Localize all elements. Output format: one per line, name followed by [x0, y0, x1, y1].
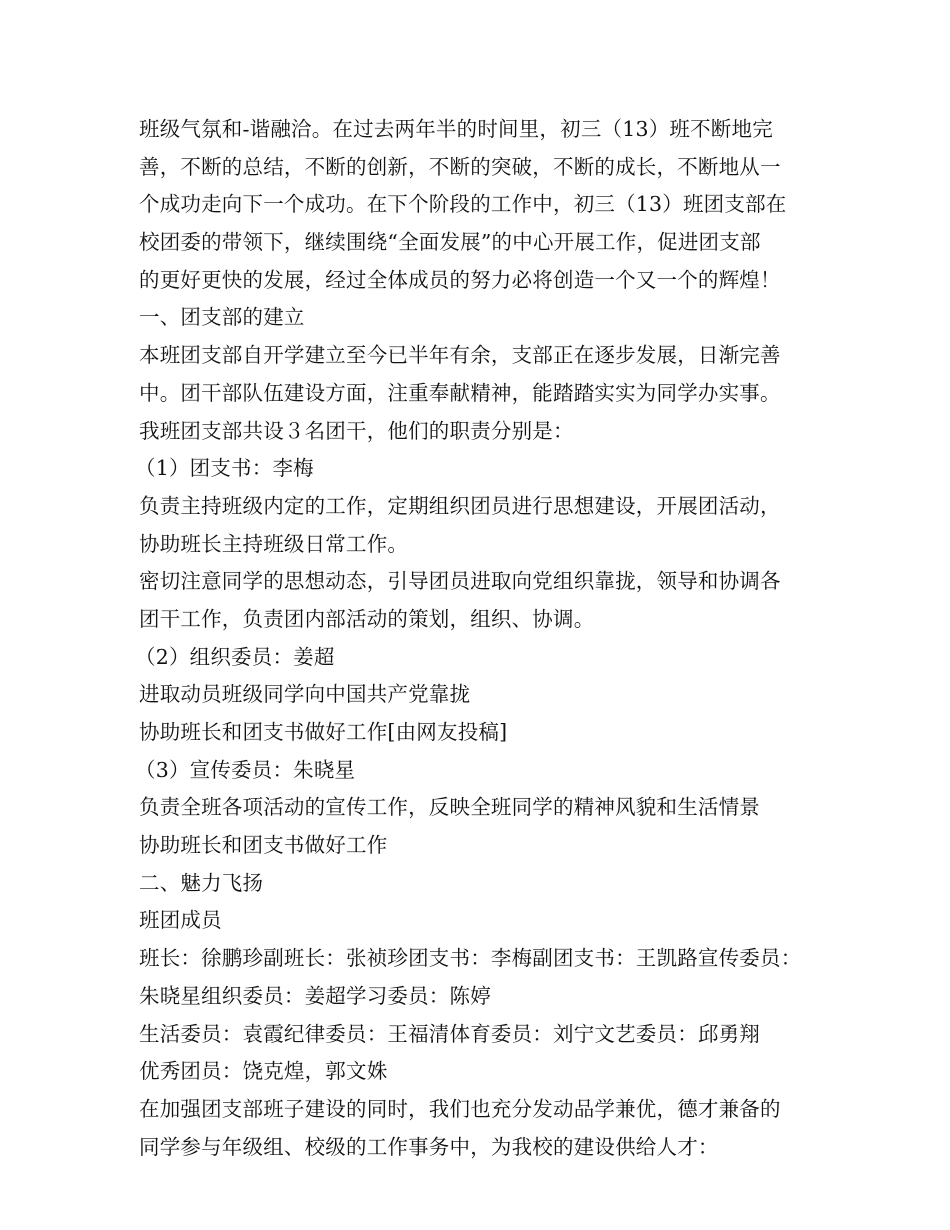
paragraph-line: 负责主持班级内定的工作，定期组织团员进行思想建设，开展团活动，: [139, 493, 781, 518]
paragraph-line: 朱晓星组织委员：姜超学习委员：陈婷: [139, 983, 491, 1008]
paragraph-line: 协助班长和团支书做好工作[由网友投稿]: [139, 720, 508, 744]
paragraph-line: 我班团支部共设３名团干，他们的职责分别是：: [139, 418, 574, 443]
paragraph-line: 班长：徐鹏珍副班长：张祯珍团支书：李梅副团支书：王凯路宣传委员：: [139, 946, 802, 971]
paragraph-line: 班团成员: [139, 908, 222, 933]
paragraph-line: 负责全班各项活动的宣传工作，反映全班同学的精神风貌和生活情景: [139, 795, 760, 820]
paragraph-line: 个成功走向下一个成功。在下个阶段的工作中，初三（13）班团支部在: [139, 192, 787, 217]
role-heading: （2）组织委员：姜超: [135, 644, 335, 669]
paragraph-line: 的更好更快的发展，经过全体成员的努力必将创造一个又一个的辉煌！: [139, 267, 781, 292]
paragraph-line: 优秀团员：饶克煌，郭文姝: [139, 1059, 388, 1084]
paragraph-line: 中。团干部队伍建设方面，注重奉献精神，能踏踏实实为同学办实事。: [139, 380, 781, 405]
paragraph-line: 班级气氛和-谐融洽。在过去两年半的时间里，初三（13）班不断地完: [139, 117, 773, 141]
role-heading: （3）宣传委员：朱晓星: [135, 757, 356, 782]
paragraph-line: 团干工作，负责团内部活动的策划，组织、协调。: [139, 606, 595, 631]
document-body: [135, 111, 829, 1166]
paragraph-line: 校团委的带领下，继续围绕“全面发展”的中心开展工作，促进团支部: [139, 230, 761, 255]
section-heading: 一、团支部的建立: [139, 305, 305, 330]
section-heading: 二、魅力飞扬: [139, 870, 264, 895]
paragraph-line: 进取动员班级同学向中国共产党靠拢: [139, 682, 471, 707]
paragraph-line: 同学参与年级组、校级的工作事务中，为我校的建设供给人才：: [139, 1134, 719, 1159]
role-heading: （1）团支书：李梅: [135, 456, 314, 481]
paragraph-line: 密切注意同学的思想动态，引导团员进取向党组织靠拢，领导和协调各: [139, 569, 781, 594]
paragraph-line: 生活委员：袁霞纪律委员：王福清体育委员：刘宁文艺委员：邱勇翔: [139, 1021, 760, 1046]
paragraph-line: 本班团支部自开学建立至今已半年有余，支部正在逐步发展，日渐完善: [139, 343, 781, 368]
paragraph-line: 协助班长和团支书做好工作: [139, 833, 388, 858]
paragraph-line: 善，不断的总结，不断的创新，不断的突破，不断的成长，不断地从一: [139, 154, 781, 179]
paragraph-line: 协助班长主持班级日常工作。: [139, 531, 409, 556]
paragraph-line: 在加强团支部班子建设的同时，我们也充分发动品学兼优，德才兼备的: [139, 1096, 781, 1121]
